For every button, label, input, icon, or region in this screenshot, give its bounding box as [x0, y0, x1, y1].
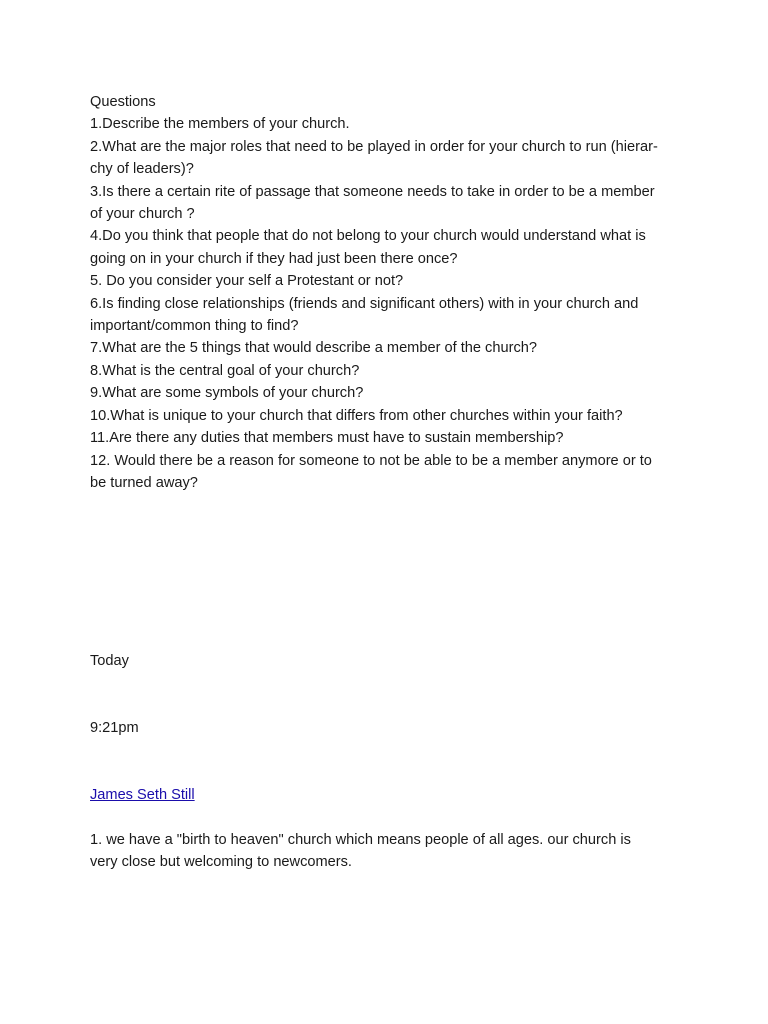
question-line: 9.What are some symbols of your church? — [90, 385, 364, 402]
question-line: be turned away? — [90, 474, 198, 491]
post-time — [90, 717, 685, 739]
question-line: 10.What is unique to your church that differs from other churches within your faith? — [90, 407, 623, 424]
author-link[interactable]: James Seth Still — [90, 787, 195, 803]
question-line: 7.What are the 5 things that would describe a member of the church? — [90, 340, 537, 357]
answer-line: very close but welcoming to newcomers. — [90, 854, 352, 871]
question-line: 3.Is there a certain rite of passage that someone needs to take in order to be a member — [90, 183, 655, 200]
question-line: going on in your church if they had just been there once? — [90, 250, 458, 267]
questions-section — [90, 91, 685, 494]
question-line: 12. Would there be a reason for someone to not be able to be a member anymore or to — [90, 452, 652, 469]
question-line: 2.What are the major roles that need to be played in order for your church to run (hierar- — [90, 138, 658, 155]
questions-heading: Questions — [90, 94, 156, 110]
answer-section — [90, 829, 685, 874]
question-line: 5. Do you consider your self a Protestant or not? — [90, 273, 404, 290]
question-line: 6.Is finding close relationships (friends and significant others) with in your church and — [90, 295, 639, 312]
answer-line: 1. we have a "birth to heaven" church which means people of all ages. our church is — [90, 832, 631, 848]
post-day — [90, 650, 685, 672]
question-line: 4.Do you think that people that do not belong to your church would understand what is — [90, 228, 646, 245]
question-line: 8.What is the central goal of your church? — [90, 362, 360, 379]
question-line: chy of leaders)? — [90, 161, 194, 178]
question-line: important/common thing to find? — [90, 318, 299, 335]
author-row — [90, 784, 685, 806]
post-day-text: Today — [90, 653, 129, 669]
question-line: of your church ? — [90, 206, 195, 223]
post-time-text: 9:21pm — [90, 720, 139, 736]
question-line: 1.Describe the members of your church. — [90, 116, 350, 133]
question-line: 11.Are there any duties that members must have to sustain membership? — [90, 430, 564, 447]
